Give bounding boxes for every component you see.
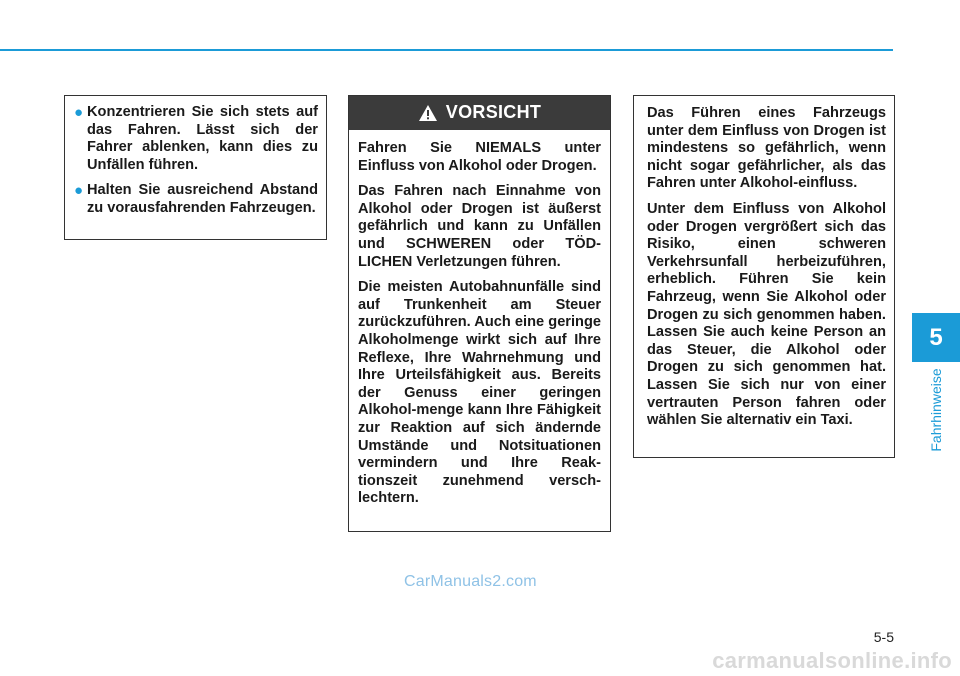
caution-header [349,96,610,130]
warning-paragraph: Unter dem Einfluss von Alkohol oder Drogen vergrößert sich das Risiko, einen schweren Verkehrsunfall herbeizuführen, erheblich. Führen Sie kein Fahrzeug, wenn Sie Alkohol oder Drogen zu sich genommen haben. Lassen Sie auch keine Person an das Steuer, die Alkohol oder Drogen zu sich genommen hat. Lassen Sie sich nur von einer vertrauten Person fahren oder wählen Sie alternativ ein Taxi. [647,200,886,429]
bullet-text: Konzentrieren Sie sich stets auf das Fahren. Lässt sich der Fahrer ablenken, kann dies zu Unfällen führen. [87,104,318,173]
chapter-number-tab[interactable]: 5 [912,313,960,362]
caution-paragraph: Die meisten Autobahnunfälle sind auf Trunkenheit am Steuer zurückzuführen. Auch eine geringe Alkoholmenge wirkt sich auf Ihre Reflexe, Ihre Wahrnehmung und Ihre Urteilsfähigkeit aus. Bereits der Genuss einer geringen Alkohol-menge kann Ihre Fähigkeit zur Reaktion auf sich ändernde Umstände und Notsituationen vermindern und Ihre Reak-tionszeit zunehmend versch-lechtern. [358,279,601,507]
bullet-text: Halten Sie ausreichend Abstand zu vorausfahrenden Fahrzeugen. [87,182,318,216]
list-item [73,104,318,174]
bullet-icon: ● [74,182,84,200]
warning-paragraph: Das Führen eines Fahrzeugs unter dem Einfluss von Drogen ist mindestens so gefährlich, wenn nicht sogar gefährlicher, als das Fahren unter Alkohol-einfluss. [647,105,886,192]
warning-triangle-icon [418,104,438,122]
tips-list [73,104,318,218]
bullet-icon: ● [74,104,84,121]
caution-title: VORSICHT [445,102,542,123]
caution-body [349,130,610,524]
caution-paragraph: Fahren Sie NIEMALS unter Einfluss von Alkohol oder Drogen. [358,140,601,174]
list-item [73,182,318,217]
caution-box [348,95,611,532]
page-number: 5-5 [873,629,894,645]
caution-paragraph: Das Fahren nach Einnahme von Alkohol oder Drogen ist äußerst gefährlich und kann zu Unfällen und SCHWEREN oder TÖD-LICHEN Verletzungen führen. [358,183,601,270]
driving-tips-box [64,95,327,240]
top-rule [0,49,893,51]
footer-watermark: carmanualsonline.info [712,648,952,673]
drug-warning-box [633,95,895,458]
watermark-link[interactable]: CarManuals2.com [404,573,537,590]
chapter-title: Fahrhinweise [928,368,944,452]
